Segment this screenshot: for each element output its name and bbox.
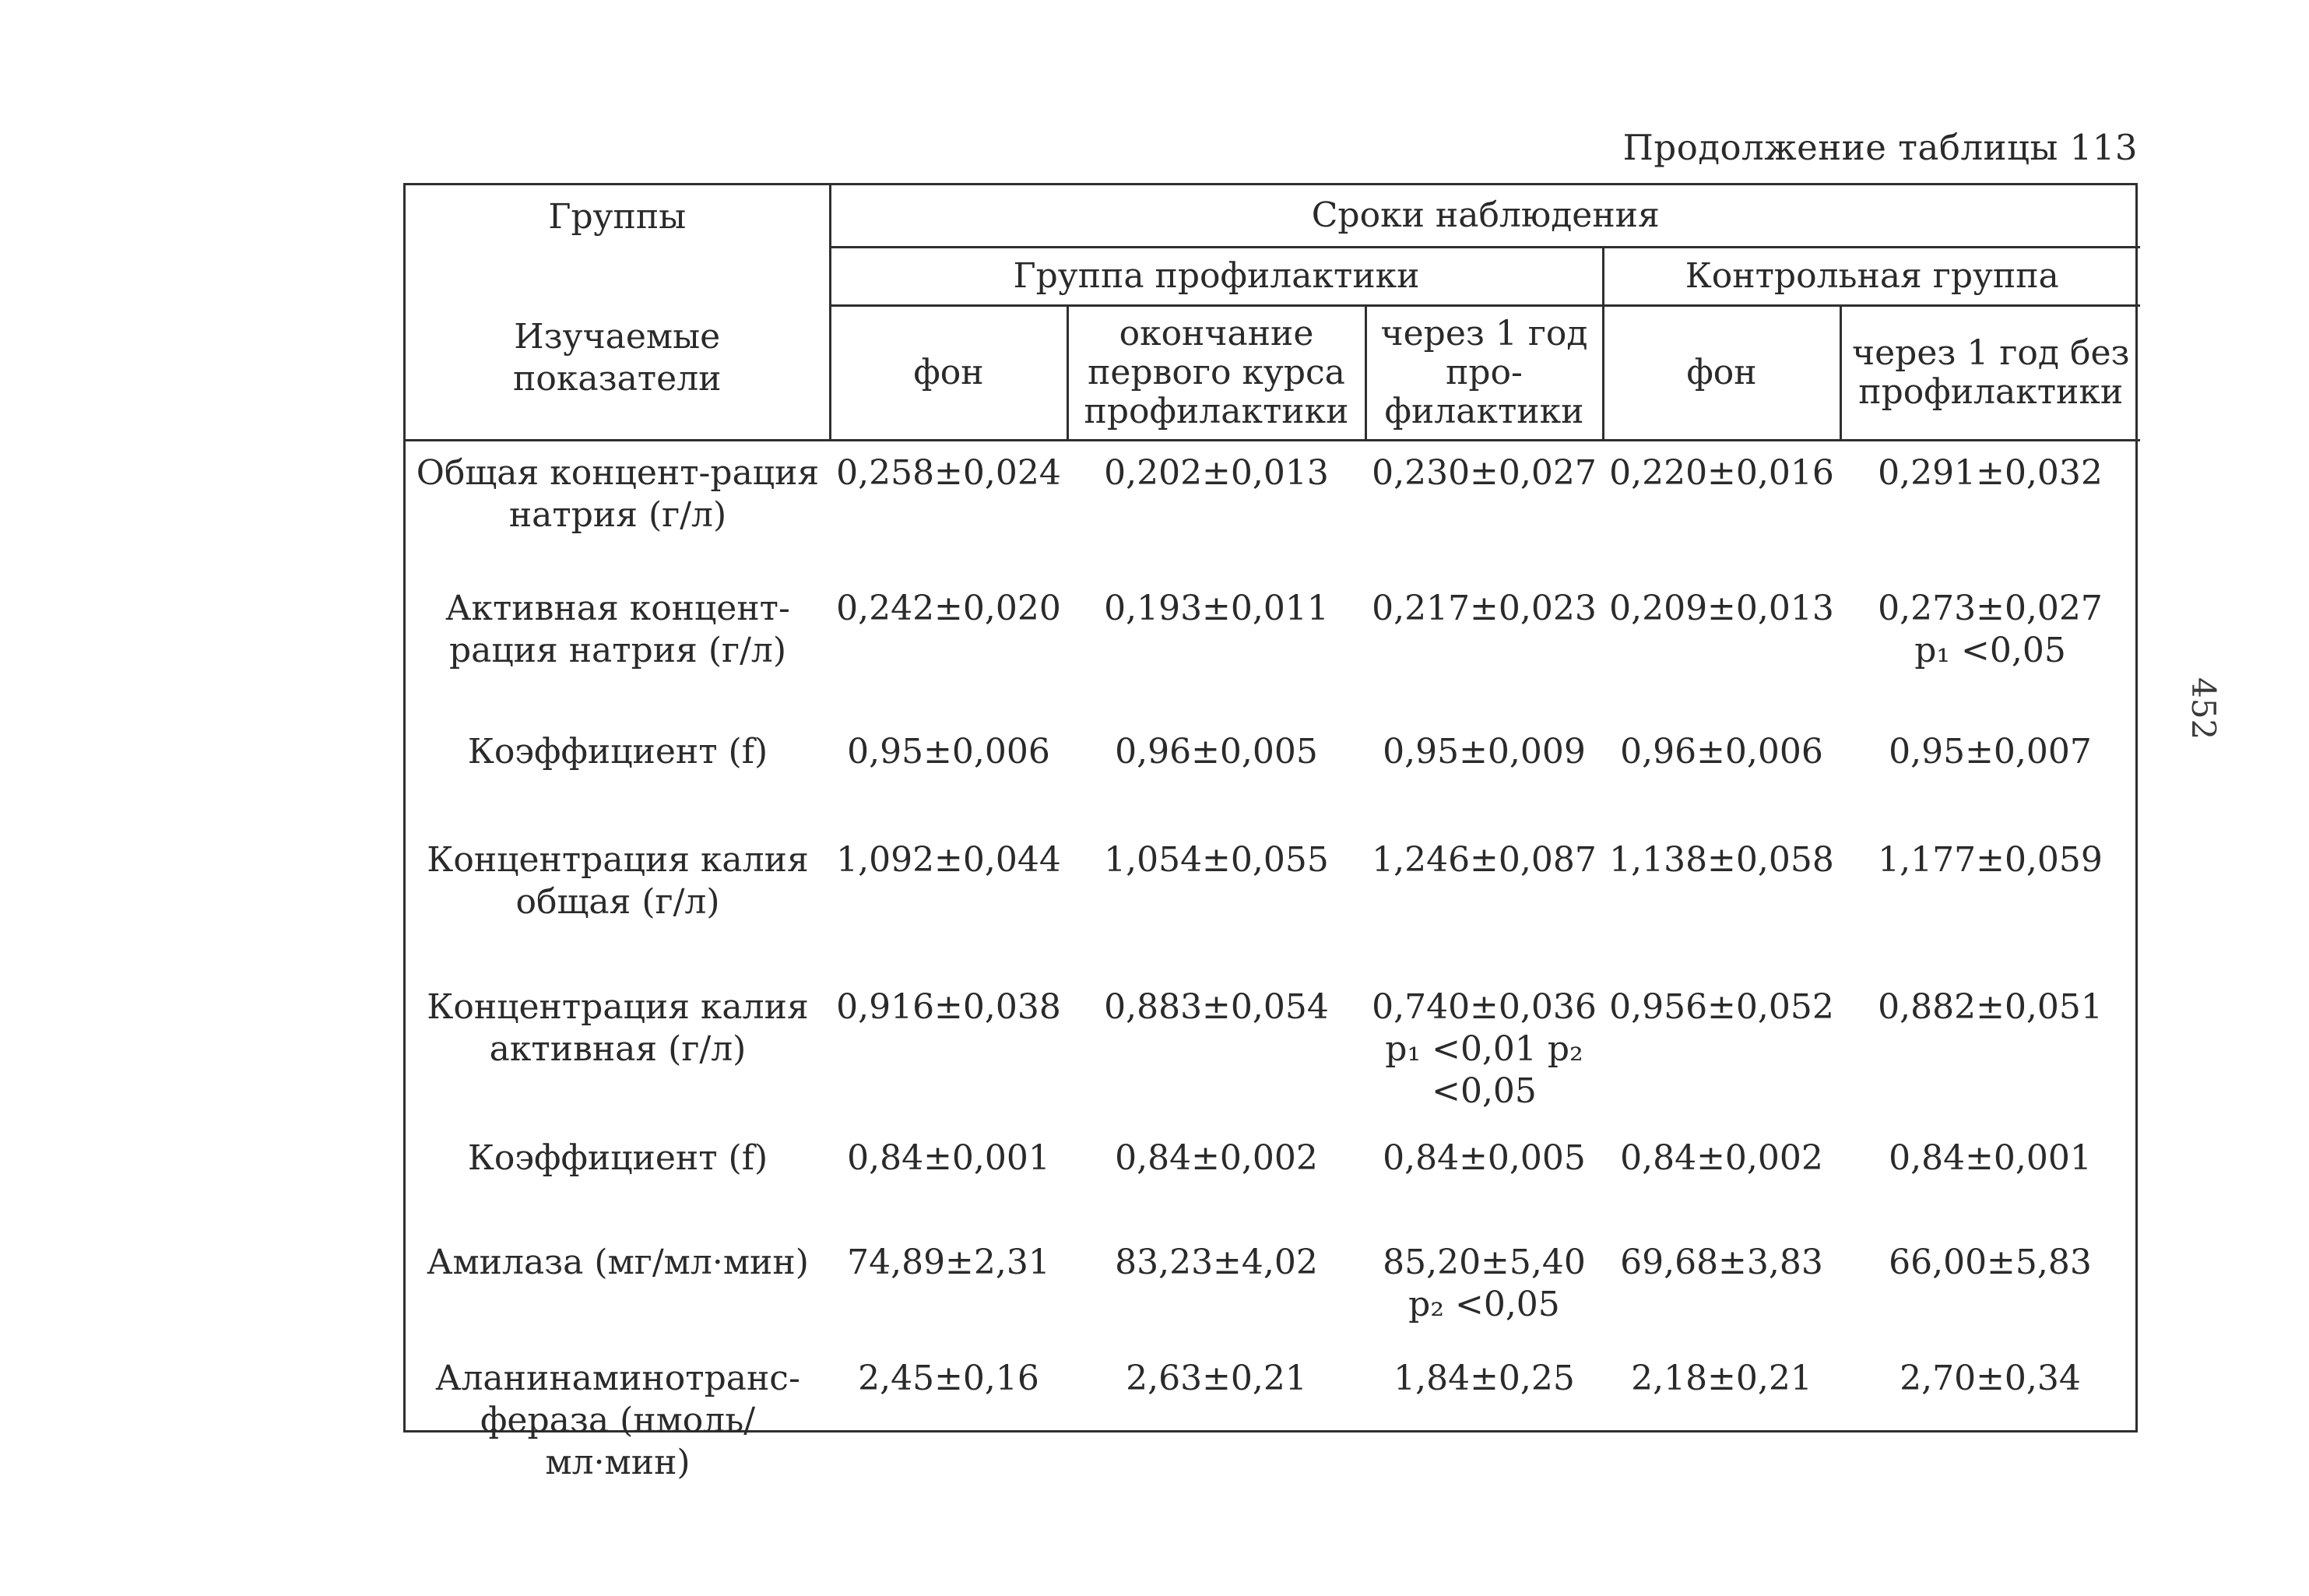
row-label: Концентрация калия активная (г/л) <box>427 987 809 1069</box>
table-cell: 69,68±3,83 <box>1620 1243 1823 1282</box>
row-label: Концентрация калия общая (г/л) <box>427 840 809 922</box>
table-cell: 0,209±0,013 <box>1609 589 1834 628</box>
table-row <box>406 577 2140 720</box>
table-row <box>406 1347 2140 1484</box>
significance-note: p₁ <0,01 p₂ <0,05 <box>1385 1029 1583 1111</box>
table-cell: 1,138±0,058 <box>1609 840 1834 880</box>
table-cell: 0,84±0,002 <box>1115 1138 1318 1178</box>
significance-note: p₂ <0,05 <box>1408 1285 1560 1324</box>
header-observation-periods: Сроки наблюдения <box>830 185 2140 248</box>
column-header: фон <box>830 306 1067 441</box>
table-cell: 0,84±0,002 <box>1620 1138 1823 1178</box>
table-cell: 0,95±0,009 <box>1383 732 1586 772</box>
table-cell: 0,258±0,024 <box>836 453 1061 493</box>
significance-note: p₁ <0,05 <box>1914 631 2066 670</box>
table-cell: 0,84±0,001 <box>847 1138 1050 1178</box>
table-row <box>406 976 2140 1127</box>
table-cell: 1,092±0,044 <box>836 840 1061 880</box>
data-table <box>406 185 2140 1484</box>
row-label: Аланинаминотранс-фераза (нмоль/мл·мин) <box>435 1359 800 1482</box>
table-cell <box>1365 976 1603 1127</box>
table-cell: 0,84±0,005 <box>1383 1138 1586 1178</box>
table-cell: 0,956±0,052 <box>1609 987 1834 1027</box>
table-cell: 2,70±0,34 <box>1900 1359 2081 1398</box>
row-label: Коэффициент (f) <box>467 732 768 772</box>
table-cell: 0,84±0,001 <box>1889 1138 2092 1178</box>
table-cell: 0,96±0,005 <box>1115 732 1318 772</box>
table-cell: 1,177±0,059 <box>1878 840 2103 880</box>
column-header: через 1 год без профилактики <box>1840 306 2140 441</box>
header-prophylaxis-group: Группа профилактики <box>830 248 1603 306</box>
table-cell: 0,96±0,006 <box>1620 732 1823 772</box>
table-cell: 74,89±2,31 <box>847 1243 1050 1282</box>
table-row <box>406 1127 2140 1231</box>
table-cell: 0,95±0,007 <box>1889 732 2092 772</box>
table-cell: 2,63±0,21 <box>1126 1359 1307 1398</box>
table-cell: 0,217±0,023 <box>1372 589 1597 628</box>
cell-value: 85,20±5,40 <box>1383 1243 1586 1282</box>
table-cell: 0,202±0,013 <box>1104 453 1329 493</box>
table-cell: 0,883±0,054 <box>1104 987 1329 1027</box>
table-cell <box>1365 1231 1603 1347</box>
table-cell: 2,45±0,16 <box>858 1359 1039 1398</box>
table-cell: 0,193±0,011 <box>1104 589 1329 628</box>
table-cell: 0,242±0,020 <box>836 589 1061 628</box>
header-groups-label: Группы <box>548 197 687 237</box>
column-header: через 1 год про-филактики <box>1365 306 1603 441</box>
table-cell: 83,23±4,02 <box>1115 1243 1318 1282</box>
column-header: окончание первого курса профилактики <box>1067 306 1365 441</box>
page-number: 452 <box>2184 677 2223 740</box>
table-cell: 2,18±0,21 <box>1631 1359 1812 1398</box>
table-row <box>406 1231 2140 1347</box>
table-caption: Продолжение таблицы 113 <box>1622 127 2138 168</box>
row-label: Коэффициент (f) <box>467 1138 768 1178</box>
data-table-container <box>403 183 2138 1482</box>
row-label: Общая концент-рация натрия (г/л) <box>416 453 820 535</box>
cell-value: 0,740±0,036 <box>1372 987 1597 1027</box>
table-row <box>406 828 2140 976</box>
table-cell: 0,291±0,032 <box>1878 453 2103 493</box>
table-cell: 66,00±5,83 <box>1889 1243 2092 1282</box>
table-cell <box>1840 577 2140 720</box>
table-cell: 1,054±0,055 <box>1104 840 1329 880</box>
header-control-group: Контрольная группа <box>1603 248 2140 306</box>
table-row <box>406 720 2140 828</box>
header-indicators-label: Изучаемые показатели <box>513 317 722 399</box>
table-cell: 0,916±0,038 <box>836 987 1061 1027</box>
row-label: Активная концент-рация натрия (г/л) <box>445 589 790 670</box>
table-cell: 0,95±0,006 <box>847 732 1050 772</box>
table-row <box>406 441 2140 578</box>
row-label: Амилаза (мг/мл·мин) <box>427 1243 809 1282</box>
table-cell: 1,246±0,087 <box>1372 840 1597 880</box>
cell-value: 0,273±0,027 <box>1878 589 2103 628</box>
table-cell: 0,220±0,016 <box>1609 453 1834 493</box>
column-header: фон <box>1603 306 1840 441</box>
table-cell: 0,882±0,051 <box>1878 987 2103 1027</box>
table-cell: 1,84±0,25 <box>1393 1359 1575 1398</box>
table-cell: 0,230±0,027 <box>1372 453 1597 493</box>
header-groups-indicators <box>406 185 830 441</box>
